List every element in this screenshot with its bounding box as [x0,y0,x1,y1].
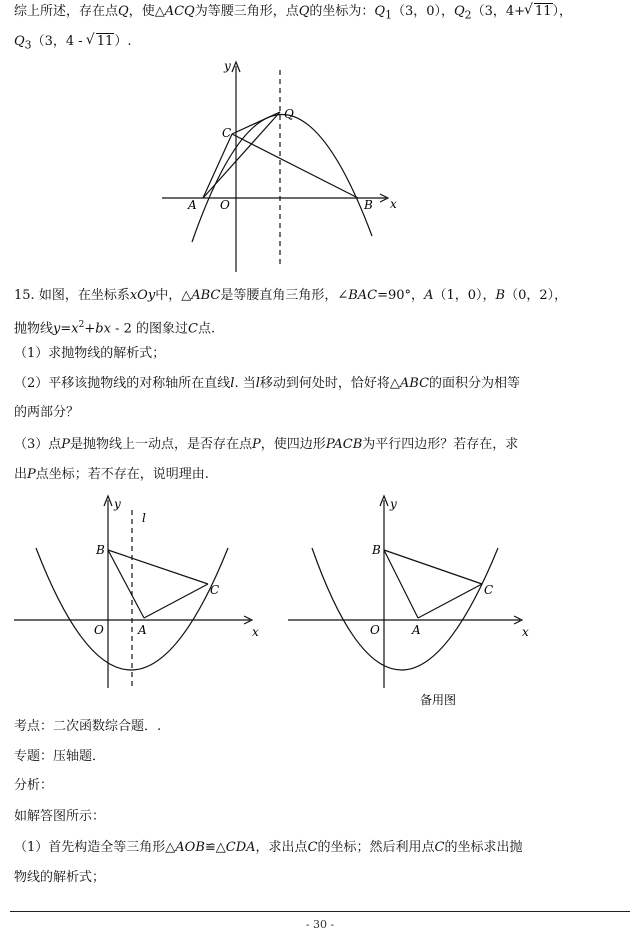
fig1-seg-aq [203,112,280,198]
fig3-y-label: y [390,497,397,511]
part-2-line1: （2）平移该抛物线的对称轴所在直线l. 当l移动到何处时，恰好将△ABC的面积分为相等 [14,376,521,391]
part-1: （1）求抛物线的解析式； [14,346,166,361]
fig3-caption: 备用图 [420,693,457,707]
fig2-seg-ac [144,584,208,618]
footer-divider [10,911,630,912]
answer-1-line2: 物线的解析式； [14,870,106,885]
fig2-o-label: O [94,623,104,637]
q2-label: Q [454,4,465,19]
fig1-o-label: O [220,198,230,212]
fig1-parabola [192,114,372,242]
fig1-x-label: x [390,197,397,211]
fig3-a-label: A [412,623,421,637]
figure-1-diagram [158,56,418,276]
page-number: - 30 - [305,918,335,931]
figure-3-diagram [288,494,544,708]
part-3-line1: （3）点P是抛物线上一动点，是否存在点P，使四边形PACB为平行四边形？若存在，求 [14,437,519,452]
problem-15-line2: 抛物线$y=x^2+bx - 2$ 的图象过C点. [14,320,216,337]
fig1-q-label: Q [284,107,294,121]
fig2-b-label: B [96,543,105,557]
sqrt-11: √ 11 [87,33,115,51]
q1-label: Q [374,4,386,19]
fig1-seg-cq [232,112,280,134]
fig2-c-label: C [210,583,220,597]
fig1-a-label: A [188,198,197,212]
rujieda-line: 如解答图所示： [14,809,106,824]
fig1-seg-ac [203,134,232,198]
fig1-b-label: B [364,198,373,212]
fig2-x-label: x [252,625,259,639]
fig2-a-label: A [138,623,147,637]
fig1-y-label: y [224,59,231,73]
answer-1-line1: （1）首先构造全等三角形△AOB≌△CDA，求出点C的坐标；然后利用点C的坐标求出抛 [14,840,523,855]
figure-2-diagram [14,494,276,694]
fig2-l-label: l [142,511,146,525]
problem-15-line1: 15. 如图，在坐标系xOy中，△ABC是等腰直角三角形，∠BAC=90°，A（1，0），B（0，2）， [14,288,568,303]
prev-summary-line: 综上所述，存在点Q，使△ACQ为等腰三角形，点Q的坐标为：$Q_1(3$，0），$Q_2(3$，4+√ 11）， [14,3,630,25]
kaodian-line: 考点：二次函数综合题．. [14,719,162,734]
fig1-c-label: C [222,126,232,140]
part-3-line2: 出P点坐标；若不存在，说明理由. [14,467,209,482]
fig3-b-label: B [372,543,381,557]
zhuanti-line: 专题：压轴题． [14,749,106,764]
fig3-x-label: x [522,625,529,639]
fig3-parabola [312,548,498,670]
fenxi-line: 分析： [14,778,54,793]
q3-line: $Q_3(3$，4 - √ 11）. [14,33,630,55]
part-2-line2: 的两部分？ [14,405,80,420]
fig3-seg-ac [418,584,482,618]
fig3-o-label: O [370,623,380,637]
q3-label: Q [14,34,25,49]
fig2-y-label: y [114,497,121,511]
sqrt-11: √ 11 [525,3,553,21]
fig3-c-label: C [484,583,494,597]
fig1-seg-cb [232,134,358,198]
